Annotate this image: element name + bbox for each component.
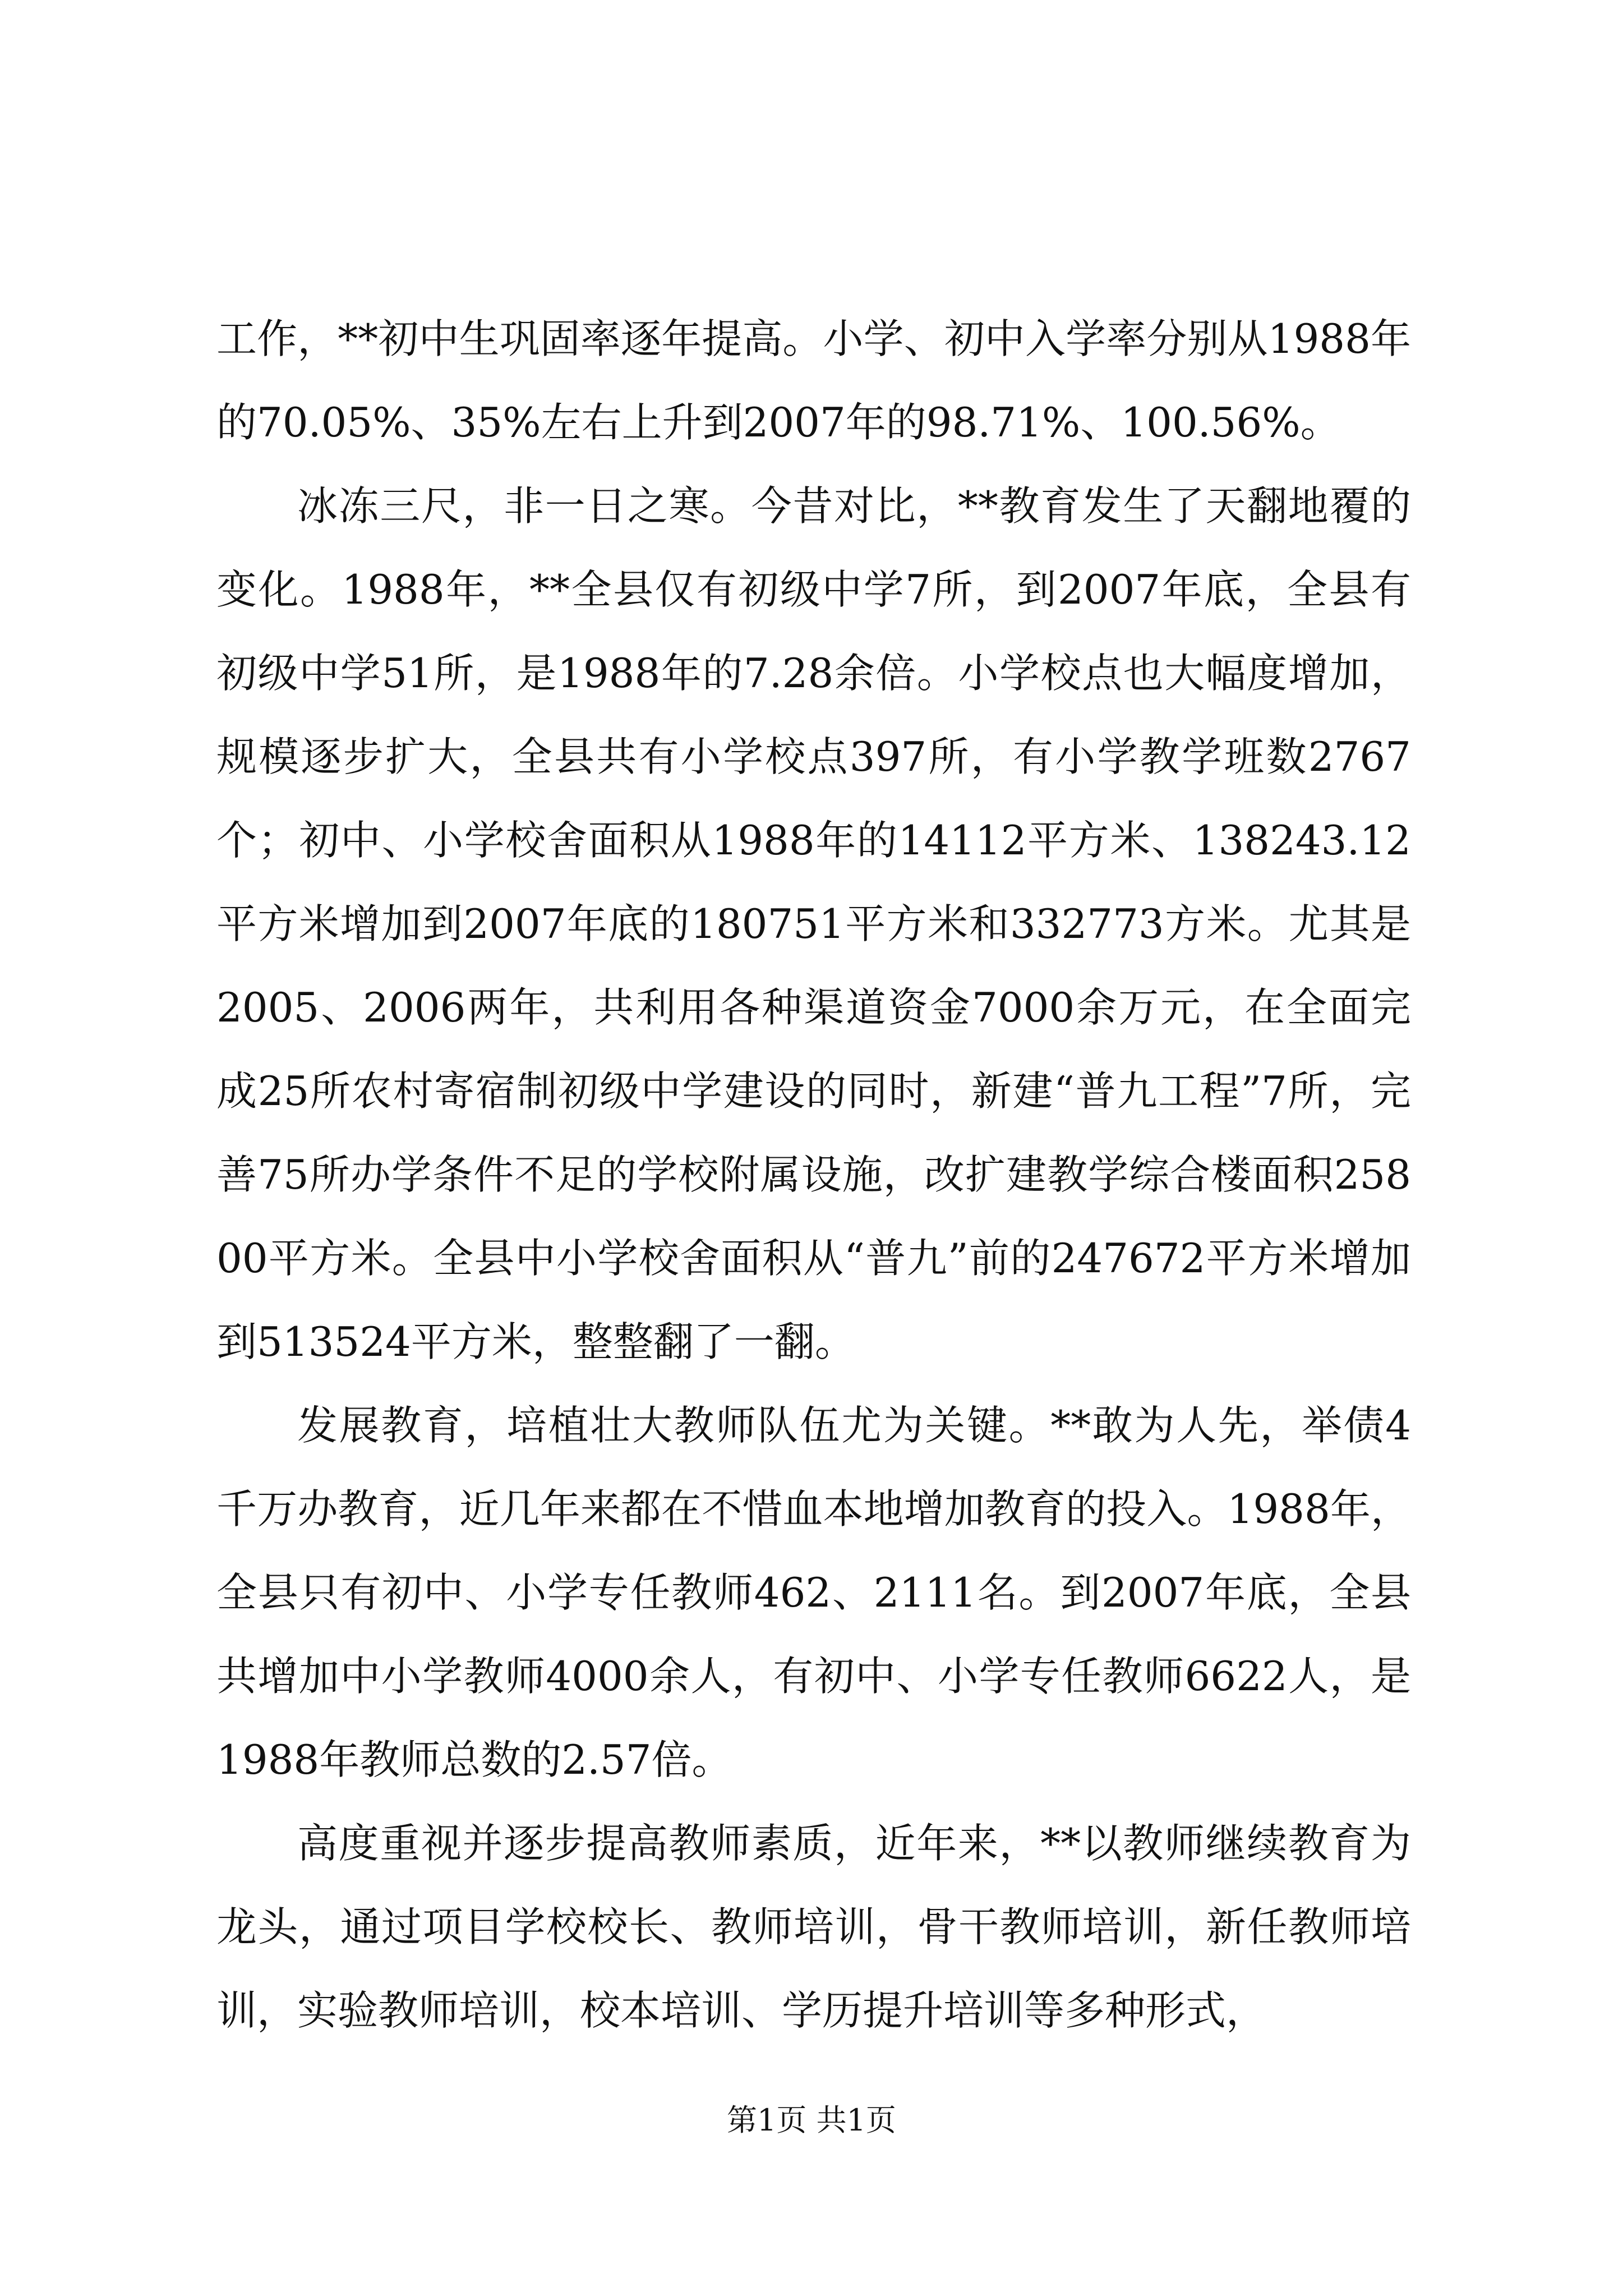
paragraph-teacher-team: 发展教育，培植壮大教师队伍尤为关键。**敢为人先，举债4千万办教育，近几年来都在不惜血本地增加教育的投入。1988年，全县只有初中、小学专任教师462、2111名。到2007年底，全县共增加中小学教师4000余人，有初中、小学专任教师6622人，是1988年教师总数的2.57倍。 — [216, 1402, 1411, 1783]
paragraph-school-growth: 冰冻三尺，非一日之寒。今昔对比，**教育发生了天翻地覆的变化。1988年，**全县仅有初级中学7所，到2007年底，全县有初级中学51所，是1988年的7.28余倍。小学校点也大幅度增加，规模逐步扩大，全县共有小学校点397所，有小学教学班数2767个；初中、小学校舍面积从1988年的14112平方米、138243.12平方米增加到2007年底的180751平方米和332773方米。尤其是2005、2006两年，共利用各种渠道资金7000余万元，在全面完成25所农村寄宿制初级中学建设的同时，新建“普九工程”7所，完善75所办学条件不足的学校附属设施，改扩建教学综合楼面积25800平方米。全县中小学校舍面积从“普九”前的247672平方米增加到513524平方米，整整翻了一翻。 — [216, 482, 1411, 1365]
page-footer: 第1页 共1页 — [727, 2102, 896, 2138]
document-body — [216, 297, 1411, 2053]
paragraph-continuation: 工作，**初中生巩固率逐年提高。小学、初中入学率分别从1988年的70.05%、35%左右上升到2007年的98.71%、100.56%。 — [216, 315, 1411, 446]
paragraph-teacher-quality: 高度重视并逐步提高教师素质，近年来，**以教师继续教育为龙头，通过项目学校校长、教师培训，骨干教师培训，新任教师培训，实验教师培训，校本培训、学历提升培训等多种形式， — [216, 1820, 1411, 2034]
